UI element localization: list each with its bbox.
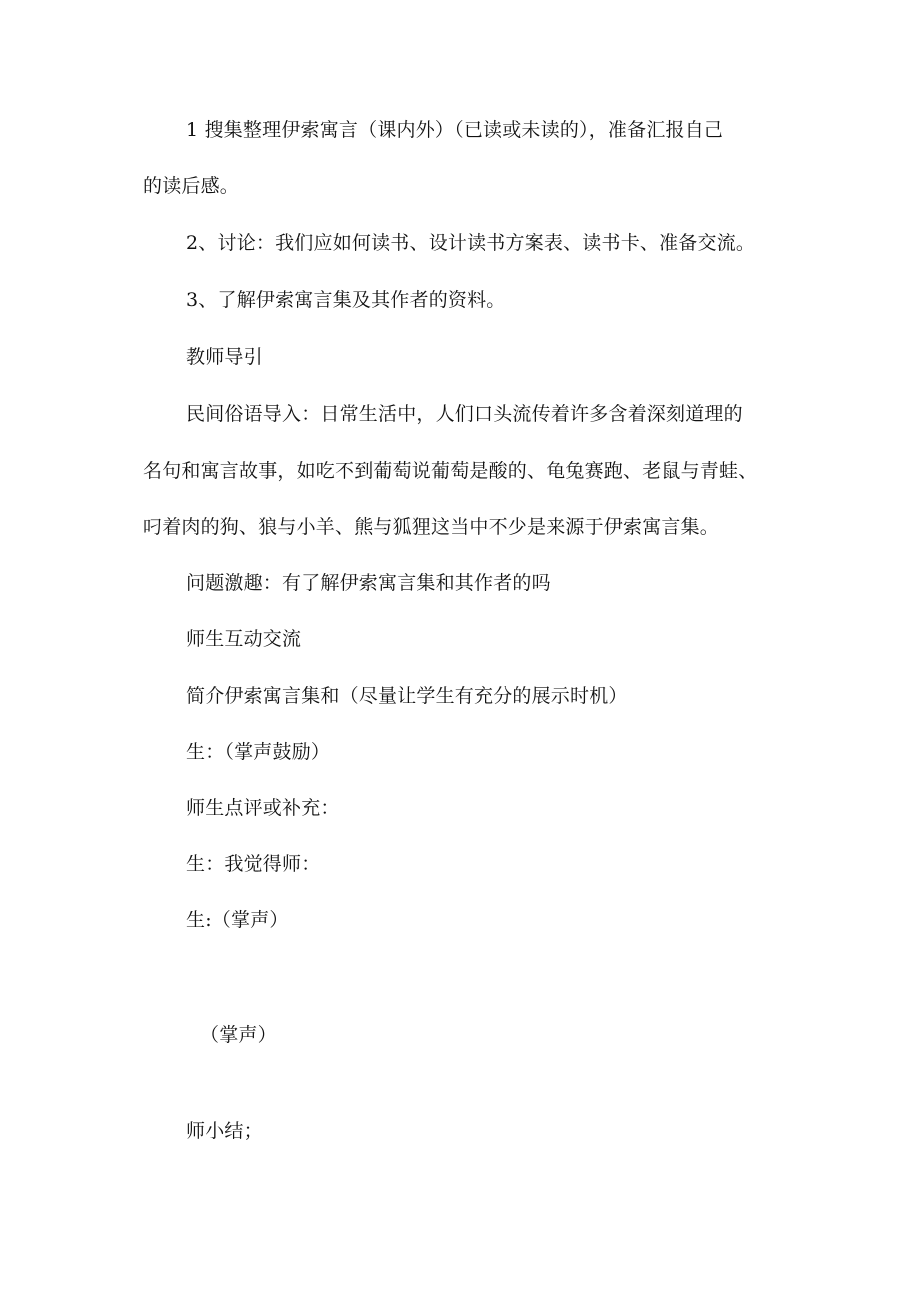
- paragraph-line: 3、了解伊索寓言集及其作者的资料。: [186, 289, 506, 311]
- paragraph-line: 叼着肉的狗、狼与小羊、熊与狐狸这当中不少是来源于伊索寓言集。: [143, 516, 720, 538]
- paragraph-line: 民间俗语导入：日常生活中，人们口头流传着许多含着深刻道理的: [186, 403, 743, 425]
- paragraph-line: 生：我觉得师：: [186, 853, 321, 875]
- paragraph-line: 名句和寓言故事，如吃不到葡萄说葡萄是酸的、龟兔赛跑、老鼠与青蛙、: [143, 460, 758, 482]
- paragraph-line: 师生点评或补充：: [186, 797, 340, 819]
- paragraph-line: 师小结；: [186, 1120, 263, 1142]
- paragraph-line: 1 搜集整理伊索寓言（课内外）（已读或未读的），准备汇报自己: [186, 119, 724, 141]
- paragraph-line: 简介伊索寓言集和（尽量让学生有充分的展示时机）: [186, 685, 628, 707]
- paragraph-line: 的读后感。: [143, 175, 240, 197]
- paragraph-line: 生：（掌声鼓励）: [186, 741, 331, 763]
- paragraph-line: 2、讨论：我们应如何读书、设计读书方案表、读书卡、准备交流。: [186, 232, 756, 254]
- section-heading: 师生互动交流: [186, 628, 302, 650]
- paragraph-line: 问题激趣：有了解伊索寓言集和其作者的吗: [186, 572, 551, 594]
- paragraph-line: （掌声）: [200, 1024, 277, 1046]
- section-heading: 教师导引: [186, 346, 263, 368]
- paragraph-line: 生:（掌声）: [186, 909, 289, 931]
